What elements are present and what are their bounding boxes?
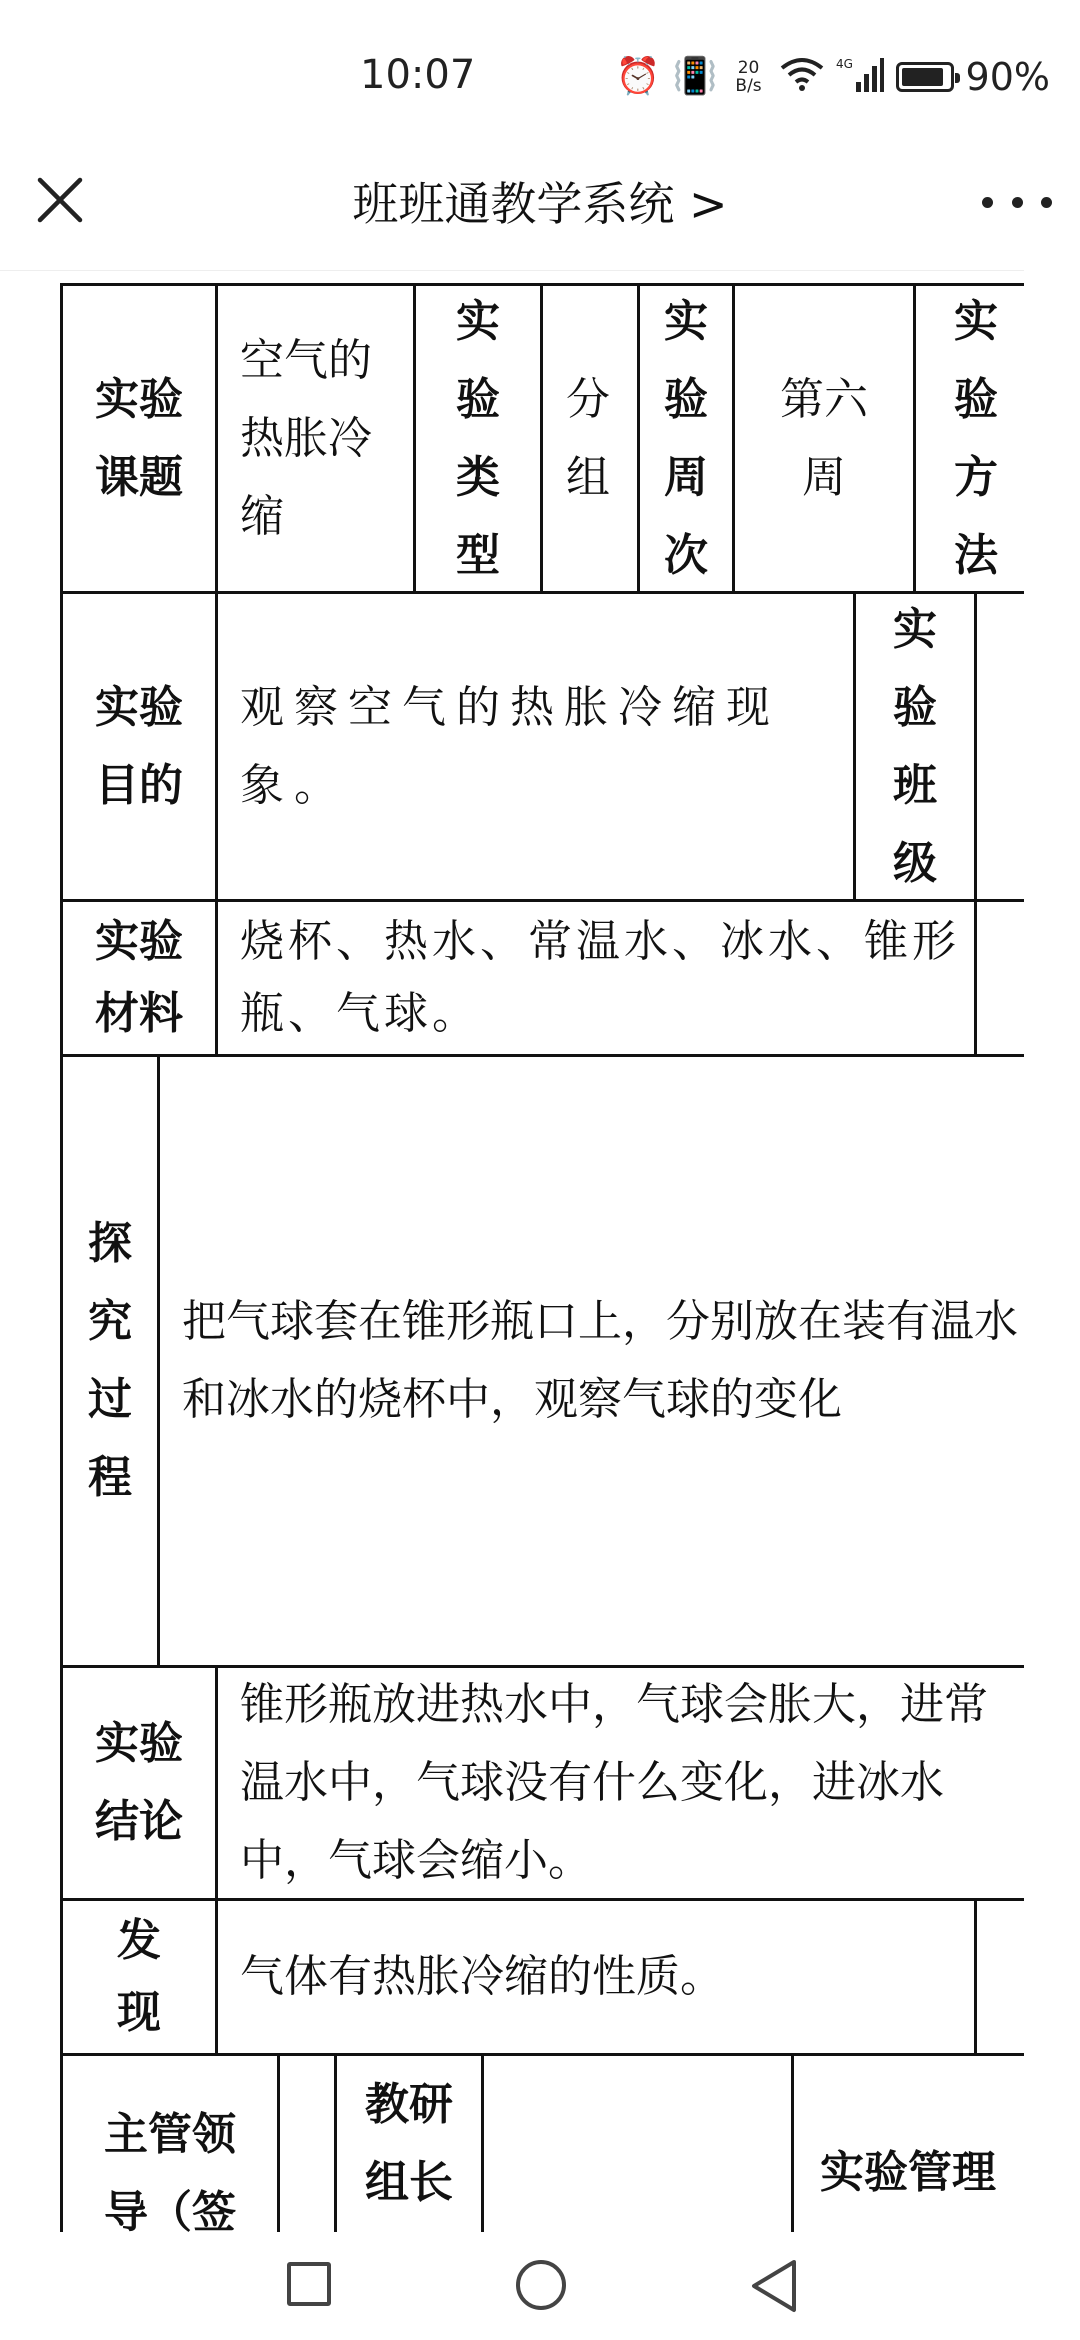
system-nav-bar <box>0 2232 1080 2340</box>
process-label-cell: 探究过程 <box>60 1054 160 1668</box>
leader-sign-cell: 主管领导（签 <box>60 2053 280 2232</box>
vibrate-icon: 📳 <box>672 56 718 97</box>
conclusion-value-cell: 锥形瓶放进热水中，气球会胀大，进常温水中，气球没有什么变化，进冰水中，气球会缩小。 <box>215 1665 1024 1901</box>
status-time: 10:07 <box>360 52 476 98</box>
materials-value-cell: 烧杯、热水、常温水、冰水、锥形瓶、气球。 <box>215 899 977 1057</box>
process-value-cell: 把气球套在锥形瓶口上，分别放在装有温水和冰水的烧杯中，观察气球的变化 <box>157 1054 1024 1668</box>
materials-label-cell: 实验材料 <box>60 899 218 1057</box>
week-value-cell: 第六周 <box>732 283 916 594</box>
page-title[interactable]: 班班通教学系统 > <box>352 177 728 231</box>
method-label-cell: 实验方法 <box>913 283 1024 594</box>
finding-value-cell: 气体有热胀冷缩的性质。 <box>215 1898 977 2056</box>
status-bar <box>0 0 1080 150</box>
week-label-cell: 实验周次 <box>637 283 735 594</box>
type-label-cell: 实验类型 <box>413 283 543 594</box>
svg-text:4G: 4G <box>835 56 853 71</box>
purpose-label-cell: 实验目的 <box>60 591 218 902</box>
nav-bar <box>0 150 1080 270</box>
leader-sign-blank-cell <box>277 2053 337 2232</box>
group-leader-cell: 教研组长 <box>334 2053 484 2232</box>
materials-extra-cell <box>974 899 1024 1057</box>
class-value-cell <box>974 591 1024 902</box>
purpose-value-cell: 观察空气的热胀冷缩现象。 <box>215 591 856 902</box>
more-button[interactable] <box>982 172 1052 232</box>
alarm-icon: ⏰ <box>615 56 661 97</box>
lab-manager-cell: 实验管理 <box>791 2053 1024 2232</box>
finding-extra-cell <box>974 1898 1024 2056</box>
recents-square-icon[interactable] <box>287 2262 331 2306</box>
topic-value-cell: 空气的热胀冷缩 <box>215 283 416 594</box>
more-icon <box>982 197 993 208</box>
type-value-cell: 分组 <box>540 283 640 594</box>
topic-label-cell: 实验课题 <box>60 283 218 594</box>
network-speed: 20 B/s <box>735 58 762 96</box>
status-icons <box>616 52 1050 102</box>
home-circle-icon[interactable] <box>516 2260 566 2310</box>
battery-icon <box>896 62 954 92</box>
back-triangle-icon[interactable] <box>748 2258 800 2314</box>
group-leader-blank-cell <box>481 2053 794 2232</box>
finding-label-cell: 发现 <box>60 1898 218 2056</box>
conclusion-label-cell: 实验结论 <box>60 1665 218 1901</box>
battery-percent: 90% <box>965 55 1050 99</box>
wifi-icon <box>780 56 824 99</box>
class-label-cell: 实验班级 <box>853 591 977 902</box>
document-viewport[interactable] <box>0 270 1024 2232</box>
battery-fill <box>902 68 943 86</box>
signal-icon <box>836 56 884 99</box>
